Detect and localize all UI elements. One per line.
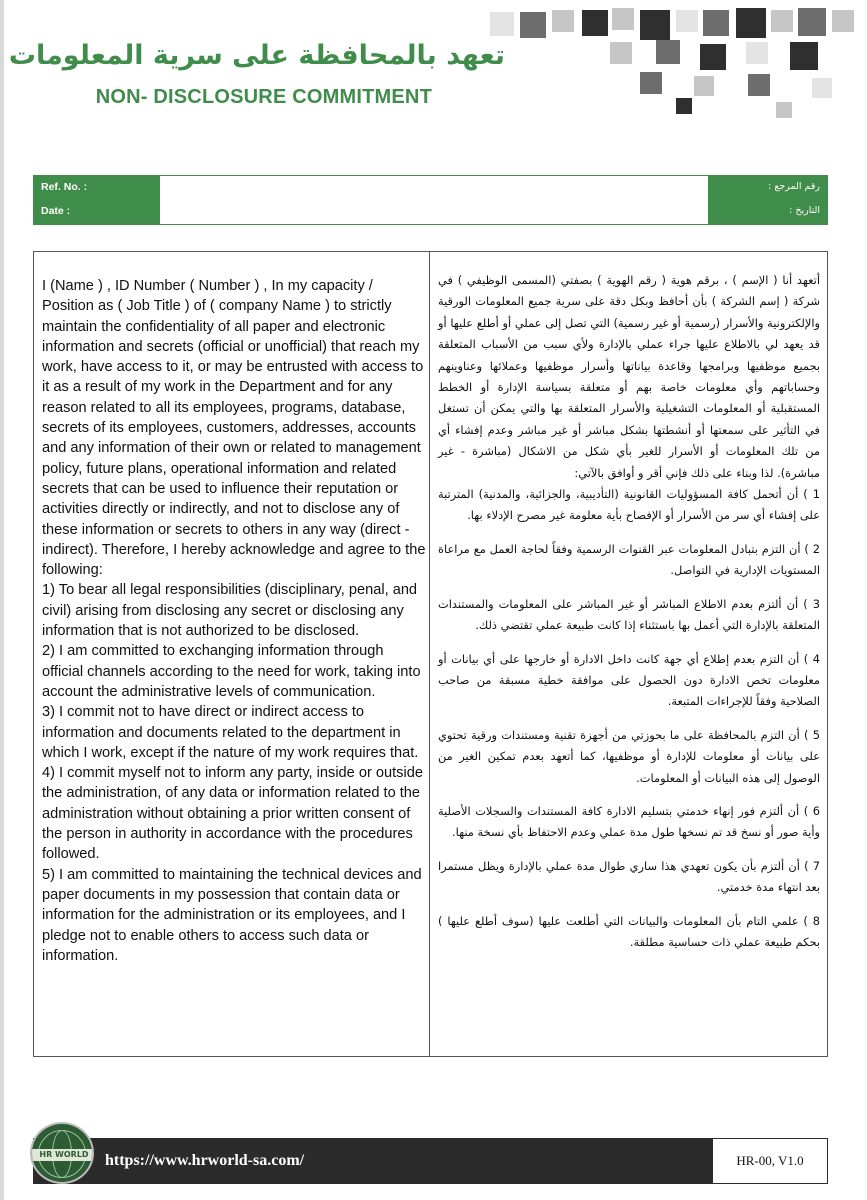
english-clause-2: 2) I am committed to exchanging information through official channels according to the need for work, taking into account the administrative levels of communication. [42, 643, 421, 700]
logo-text: HR WORLD [39, 1150, 89, 1159]
hr-world-logo [30, 1122, 94, 1184]
ref-label-box-english [33, 175, 160, 225]
arabic-clause-7: 7 ) أن ألتزم بأن يكون تعهدي هذا ساري طوال مدة عملي بالإدارة ويظل مستمرا بعد انتهاء مدة خدمتي. [438, 858, 820, 895]
english-clause-5: 5) I am committed to maintaining the technical devices and paper documents in my possession that contain data or information for the administration or its employees, and I pledge not to enable others to access such data or information. [42, 866, 422, 964]
arabic-intro-paragraph: أتعهد أنا ( الإسم ) ، برقم هوية ( رقم الهوية ) بصفتي (المسمى الوظيفي ) في شركة ( إسم الشركة ) بأن أحافظ وبكل دقة على سرية جميع المعلومات الورقية والإلكترونية والأسرار (رسمية أو غير رسمية) التي تصل إلى عملي أو أطلع عليها أو قد يعهد لي بالاطلاع عليها جراء عملي بالإدارة ولأي سبب من الأسباب المتعلقة بجميع موظفيها وبرامجها وقاعدة بياناتها وأسرار موظفيها وعملائها وعناوينهم وحساباتهم وأي معلومات خاصة بهم أو متعلقة بسياسة الإدارة أو الخطط المستقبلية أو المعلومات التشغيلية والأسرار المتعلقة بها والتي يمكن أن تستغل في التأثير على سمعتها أو أنشطتها بشكل مباشر أو غير مباشر وعدم إفشاء أي من تلك المعلومات أو الأسرار للغير بأي شكل من الاشكال (مباشرة - غير مباشرة). لذا وبناء على ذلك فإني أقر و أوافق بالآتي: [438, 273, 820, 480]
english-intro-paragraph: I (Name ) , ID Number ( Number ) , In my capacity / Position as ( Job Title ) of ( company Name ) to strictly maintain the confidentiality of all paper and electronic information and secrets (official or unofficial) that reach my work, have access to it, or may be entrusted with access to it as a result of my work in the Department and for any reason related to all its employees, programs, database, secrets of its employees, customers, addresses, accounts and any information of their own or related to management policy, future plans, operational information and related secrets that can be used to influence their reputation or activities directly or indirectly, and not to disclose any of these information or secrets to others in any way (direct - indirect). Therefore, I hereby acknowledge and agree to the following: [42, 278, 426, 579]
document-title-arabic: تعهد بالمحافظة على سرية المعلومات [8, 40, 505, 71]
ref-value-field[interactable] [160, 175, 708, 225]
document-version: HR-00, V1.0 [712, 1138, 828, 1184]
arabic-clause-1: 1 ) أن أتحمل كافة المسؤوليات القانونية (التأديبية، والجزائية، والمدنية) المترتبة على إفشاء أي سر من الأسرار أو الإفصاح بأية معلومة غير مصرح الإدلاء بها. [438, 487, 820, 523]
website-link[interactable]: https://www.hrworld-sa.com/ [105, 1152, 305, 1169]
english-clause-1: 1) To bear all legal responsibilities (disciplinary, penal, and civil) arising from disclosing any secret or disclosing any information that is not authorized to be disclosed. [42, 582, 418, 640]
arabic-clause-2: 2 ) أن التزم بتبادل المعلومات عبر القنوات الرسمية وفقاً لحاجة العمل مع مراعاة المستويات الإدارية في التواصل. [438, 541, 820, 578]
column-divider [429, 252, 430, 1056]
ref-label-box-arabic [708, 175, 828, 225]
date-label: Date : [41, 205, 71, 217]
ref-no-label: Ref. No. : [41, 181, 88, 193]
arabic-clause-4: 4 ) أن التزم بعدم إطلاع أي جهة كانت داخل الادارة أو خارجها على أي بيانات أو معلومات تخص الادارة دون الحصول على موافقة خطية مسبقة من صاحب الصلاحية وفقاً للإجراءات المتبعة. [438, 651, 820, 709]
commitment-body-table [33, 251, 828, 1057]
reference-table [33, 175, 828, 225]
english-clause-3: 3) I commit not to have direct or indirect access to information and documents related to the department in which I work, except if the nature of my work requires that. [42, 704, 419, 761]
arabic-clause-8: 8 ) علمي التام بأن المعلومات والبيانات التي أطلعت عليها (سوف أطلع عليها ) بحكم طبيعة عملي ذات حساسية مطلقة. [438, 913, 820, 949]
document-title-english: NON- DISCLOSURE COMMITMENT [95, 86, 432, 108]
date-label-arabic: التاريخ : [789, 205, 820, 216]
page-edge [0, 0, 4, 1200]
arabic-clause-6: 6 ) أن ألتزم فور إنهاء خدمتي بتسليم الادارة كافة المستندات والسجلات الأصلية وأية صور أو نسخ قد تم نسخها طول مدة عملي وعدم الاحتفاظ بأي نسخة منها. [438, 803, 820, 840]
arabic-column [438, 270, 820, 965]
arabic-clause-5: 5 ) أن التزم بالمحافظة على ما بحوزتي من أجهزة تقنية ومستندات ورقية تحتوي على بيانات أو معلومات للإدارة أو موظفيها، كما أتعهد بعدم تمكين الغير من الوصول إلى هذه البيانات أو المعلومات. [438, 727, 820, 785]
arabic-clause-3: 3 ) أن ألتزم بعدم الاطلاع المباشر أو غير المباشر على المعلومات والمستندات المتعلقة بالإدارة التي أعمل بها باستثناء إذا كانت طبيعة عملي تقتضي ذلك. [438, 596, 820, 633]
english-clause-4: 4) I commit myself not to inform any party, inside or outside the administration, of any data or information related to the administration without obtaining a prior written consent of the person in authority in accordance with the procedures followed. [42, 765, 423, 863]
ref-no-label-arabic: رقم المرجع : [768, 181, 820, 192]
english-column [42, 276, 427, 966]
footer-bar [33, 1138, 828, 1184]
